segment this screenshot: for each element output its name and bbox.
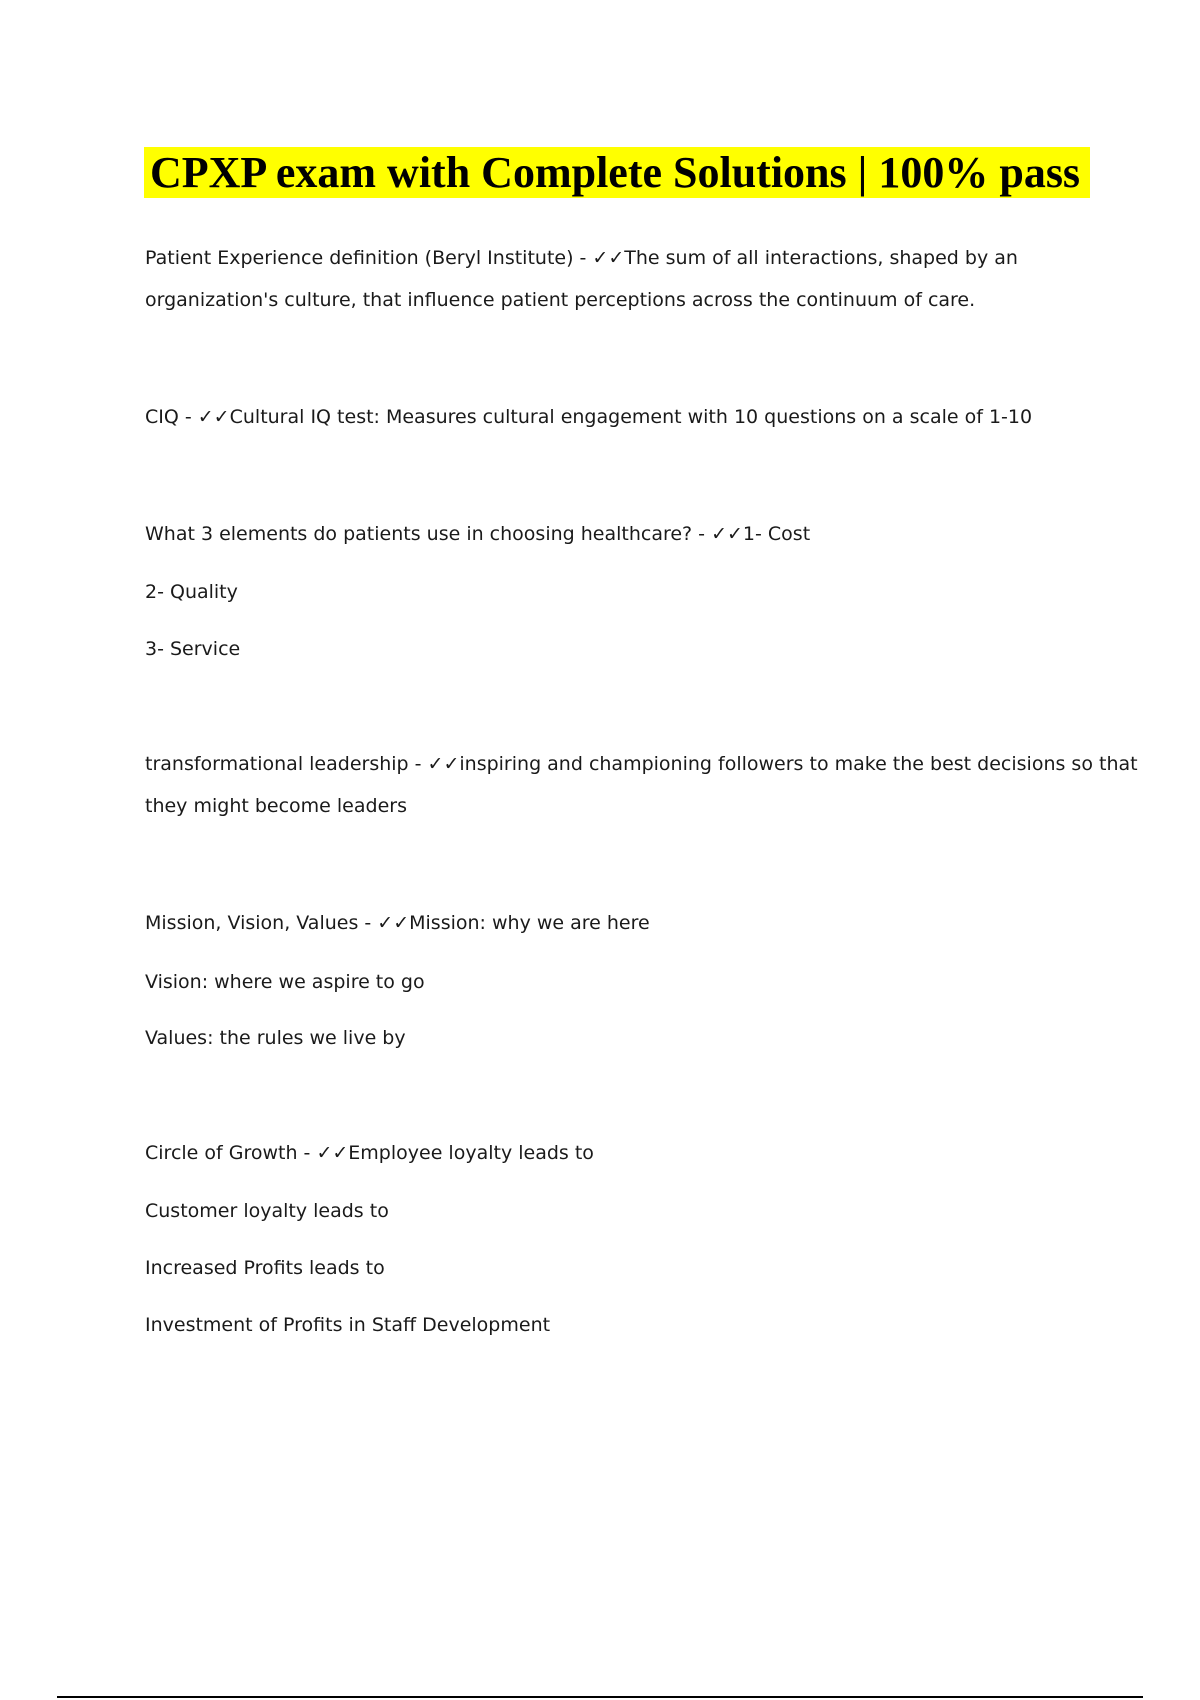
entry-line: Circle of Growth - ✓✓Employee loyalty leads to: [145, 1142, 594, 1164]
entry-line: Vision: where we aspire to go: [145, 971, 425, 993]
entry-line: Increased Profits leads to: [145, 1257, 385, 1279]
entry-line: Customer loyalty leads to: [145, 1200, 389, 1222]
entry-line: 2- Quality: [145, 581, 238, 603]
entry-line: Values: the rules we live by: [145, 1027, 406, 1049]
document-title: CPXP exam with Complete Solutions | 100% pass: [150, 148, 1081, 197]
entry-line: 3- Service: [145, 638, 241, 660]
entry-line: transformational leadership - ✓✓inspiring and championing followers to make the best decisions so that: [145, 753, 1138, 775]
entry-line: What 3 elements do patients use in choosing healthcare? - ✓✓1- Cost: [145, 523, 811, 545]
entry-line: CIQ - ✓✓Cultural IQ test: Measures cultural engagement with 10 questions on a scale of 1-10: [145, 406, 1033, 428]
entry-line: Mission, Vision, Values - ✓✓Mission: why we are here: [145, 912, 650, 934]
entry-line: Investment of Profits in Staff Development: [145, 1314, 551, 1336]
entry-line: they might become leaders: [145, 795, 407, 817]
footer-divider: [57, 1696, 1143, 1698]
entry-line: Patient Experience definition (Beryl Institute) - ✓✓The sum of all interactions, shaped by an: [145, 247, 1018, 269]
entry-line: organization's culture, that influence patient perceptions across the continuum of care.: [145, 289, 976, 311]
